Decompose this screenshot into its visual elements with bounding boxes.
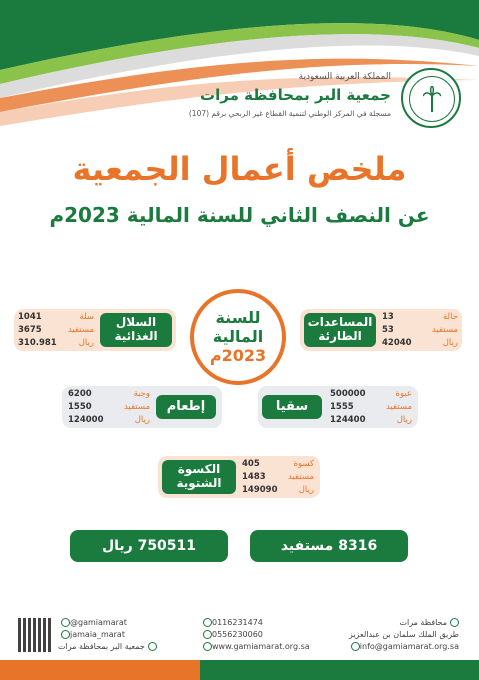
country-name: المملكة العربية السعودية — [298, 72, 391, 82]
total-amount: 750511 ريال — [70, 530, 228, 562]
clothing-value-0: 405 — [242, 459, 260, 469]
aid-label-2: ريال — [442, 338, 458, 348]
water-stats — [330, 388, 412, 427]
footer-website-text[interactable]: www.gamiamarat.org.sa — [212, 642, 310, 651]
feeding-label-0: وجبة — [133, 389, 150, 399]
food-value-2: 310.981 — [18, 338, 57, 348]
water-label-2: ريال — [396, 415, 412, 425]
food-value-1: 3675 — [18, 325, 42, 335]
clothing-label-2: ريال — [298, 485, 314, 495]
footer-phone[interactable] — [200, 618, 263, 627]
email-icon — [351, 642, 360, 651]
aid-value-2: 42040 — [382, 338, 412, 348]
feeding-value-1: 1550 — [68, 402, 92, 412]
feeding-label-1: مستفيد — [123, 402, 150, 412]
org-logo-icon — [401, 68, 461, 128]
instagram-icon — [61, 630, 70, 639]
footer-mobile[interactable] — [200, 630, 263, 639]
aid-value-1: 53 — [382, 325, 394, 335]
page-title: ملخص أعمال الجمعية — [72, 150, 407, 188]
footer-street: طريق الملك سلمان بن عبدالعزيز — [348, 630, 459, 639]
water-title: سقيا — [262, 395, 322, 419]
food-value-0: 1041 — [18, 312, 42, 322]
water-value-2: 124400 — [330, 415, 366, 425]
circle-line-2: المالية — [212, 327, 264, 346]
food-title: السلال الغذائية — [100, 313, 172, 347]
footer-mobile-text[interactable]: 0556230060 — [212, 630, 263, 639]
aid-label-0: حالة — [443, 312, 458, 322]
footer-phone-text[interactable]: 0116231474 — [212, 618, 263, 627]
footer-instagram-text[interactable]: jamaia_marat — [70, 630, 125, 639]
aid-title: المساعدات الطارئة — [304, 313, 376, 347]
aid-label-1: مستفيد — [431, 325, 458, 335]
food-label-0: سلة — [79, 312, 94, 322]
circle-line-1: للسنة — [215, 308, 261, 327]
feeding-title: إطعام — [156, 395, 216, 419]
total-beneficiaries: 8316 مستفيد — [250, 530, 408, 562]
feeding-value-0: 6200 — [68, 389, 92, 399]
globe-icon — [203, 642, 212, 651]
water-label-1: مستفيد — [385, 402, 412, 412]
feeding-stats — [68, 388, 150, 427]
twitter-icon — [61, 618, 70, 627]
qr-code-icon[interactable] — [18, 618, 52, 652]
clothing-value-2: 149090 — [242, 485, 278, 495]
clothing-stats — [242, 458, 314, 497]
footer-instagram[interactable] — [58, 630, 125, 639]
footer-email[interactable] — [348, 642, 459, 651]
phone-icon — [203, 618, 212, 627]
header-swoosh — [0, 0, 479, 150]
food-stats — [18, 311, 94, 350]
feeding-value-2: 124000 — [68, 415, 104, 425]
clothing-label-1: مستفيد — [287, 472, 314, 482]
clothing-title: الكسوة الشتوية — [162, 460, 236, 494]
footer-twitter-text[interactable]: @gamiamarat — [70, 618, 127, 627]
org-name: جمعية البر بمحافظة مرات — [200, 86, 391, 104]
food-label-2: ريال — [78, 338, 94, 348]
footer-city-text: محافظة مرات — [399, 618, 447, 627]
clothing-value-1: 1483 — [242, 472, 266, 482]
page-subtitle: عن النصف الثاني للسنة المالية 2023م — [49, 203, 430, 227]
feeding-label-2: ريال — [134, 415, 150, 425]
water-value-1: 1555 — [330, 402, 354, 412]
footer-email-text[interactable]: info@gamiamarat.org.sa — [359, 642, 459, 651]
water-label-0: عبوة — [395, 389, 412, 399]
water-value-0: 500000 — [330, 389, 366, 399]
footer-orgname-text: جمعية البر بمحافظة مرات — [58, 642, 145, 651]
aid-value-0: 13 — [382, 312, 394, 322]
footer-twitter[interactable] — [58, 618, 127, 627]
footer-orgname — [58, 642, 157, 651]
food-label-1: مستفيد — [67, 325, 94, 335]
registration-text: مسجلة في المركز الوطني لتنمية القطاع غير الربحي برقم (107) — [188, 109, 391, 118]
whatsapp-icon — [203, 630, 212, 639]
footer-bar-accent — [0, 660, 200, 680]
aid-stats — [382, 311, 458, 350]
circle-line-3: 2023م — [209, 346, 267, 365]
clothing-label-0: كسوة — [293, 459, 314, 469]
fiscal-year-circle — [190, 289, 286, 385]
snapchat-icon — [148, 642, 157, 651]
footer-website[interactable] — [200, 642, 310, 651]
footer-city — [399, 618, 459, 627]
location-icon — [450, 618, 459, 627]
